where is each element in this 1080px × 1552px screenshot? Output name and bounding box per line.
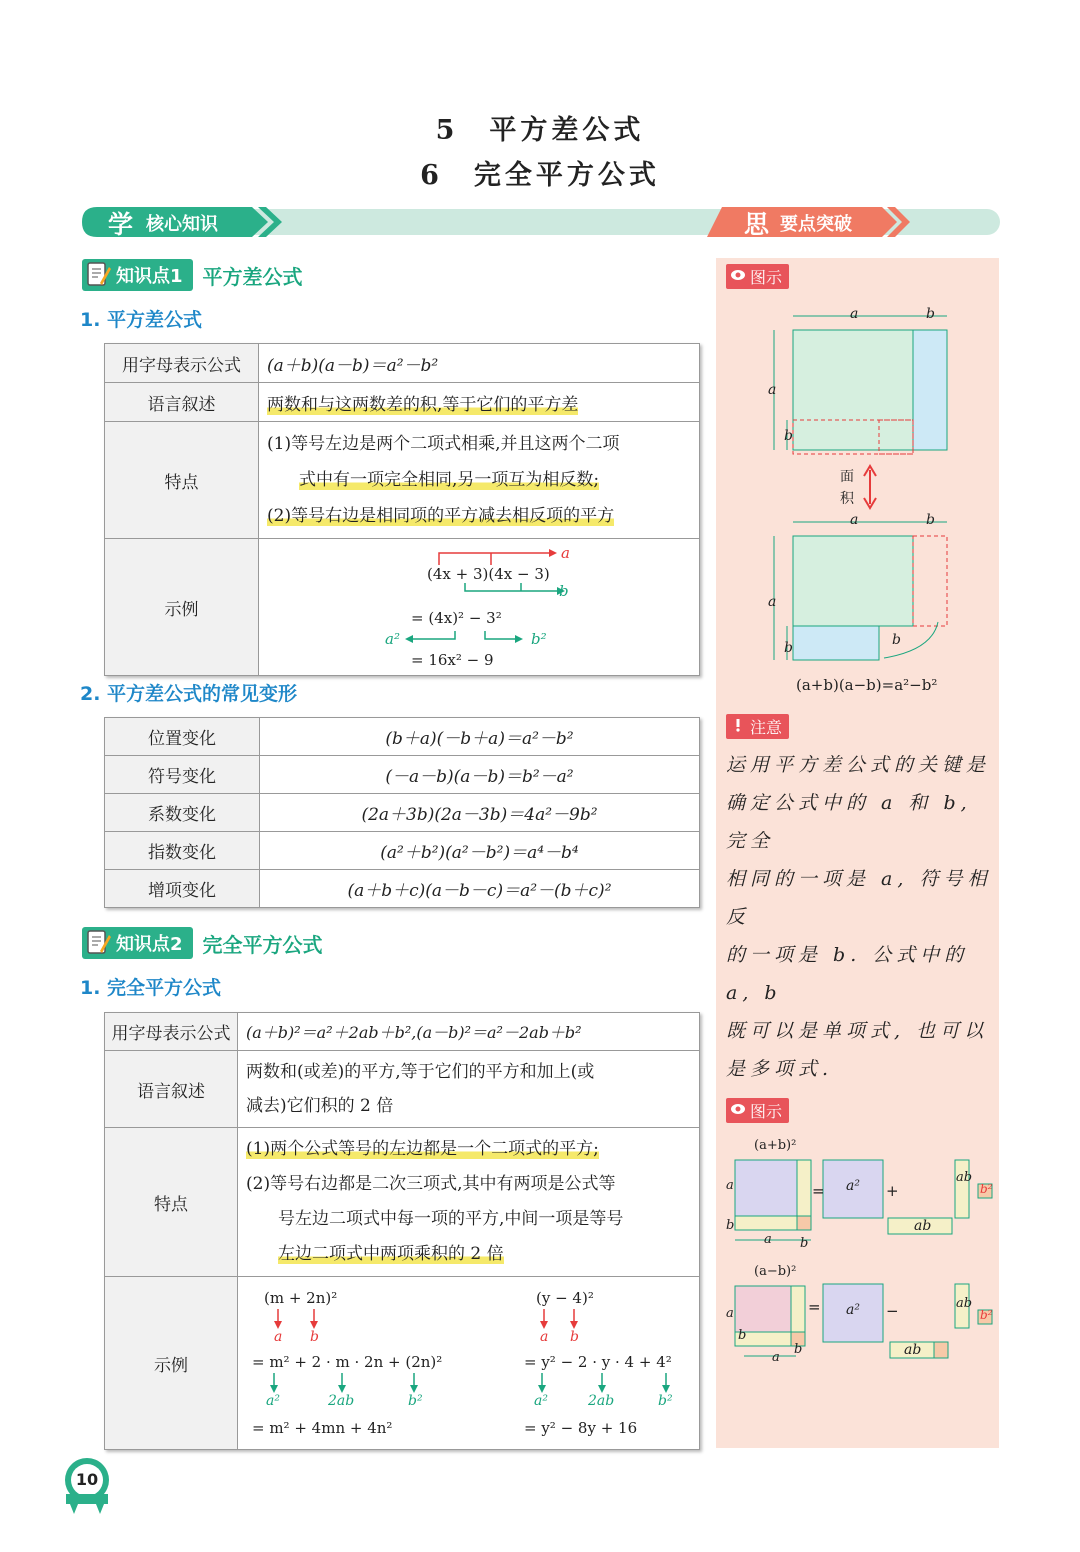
example1-b: b bbox=[310, 1329, 319, 1345]
variant-label: 系数变化 bbox=[105, 794, 260, 832]
fig1-b-top-2: b bbox=[926, 512, 935, 528]
variant-label: 指数变化 bbox=[105, 832, 260, 870]
example-step2: = 16x² − 9 bbox=[411, 651, 494, 669]
figure-tag-2: 图示 bbox=[726, 1098, 789, 1123]
example1-a2: a² bbox=[266, 1393, 280, 1409]
fig2-top-label: (a+b)² bbox=[754, 1138, 797, 1153]
fig2-a-bottom: a bbox=[764, 1232, 772, 1247]
variant-formula: (a²＋b²)(a²－b²)＝a⁴－b⁴ bbox=[260, 832, 700, 870]
eye-icon bbox=[730, 269, 746, 281]
example2-b: b bbox=[570, 1329, 579, 1345]
features-cell: (1)两个公式等号的左边都是一个二项式的平方; (2)等号右边都是二次三项式,其中有两项是公式等 号左边二项式中每一项的平方,中间一项是等号 左边二项式中两项乘积的 2 倍 bbox=[238, 1128, 700, 1277]
example2-step1: = y² − 2 · y · 4 + 4² bbox=[524, 1353, 672, 1371]
fig2-b-left: b bbox=[726, 1218, 735, 1233]
difference-of-squares-figure bbox=[716, 298, 999, 718]
kp1-sub2: 2. 平方差公式的常见变形 bbox=[80, 683, 298, 705]
row-label: 用字母表示公式 bbox=[105, 344, 259, 383]
fig2-eq-1: = bbox=[812, 1182, 825, 1200]
fig1-b-left-2: b bbox=[784, 640, 793, 656]
page-number-badge bbox=[60, 1452, 114, 1516]
example-b-label: b bbox=[559, 582, 569, 600]
example2-step2: = y² − 8y + 16 bbox=[524, 1419, 638, 1437]
formula-cell: (a＋b)²＝a²＋2ab＋b²,(a－b)²＝a²－2ab＋b² bbox=[238, 1013, 700, 1051]
example1-2ab: 2ab bbox=[328, 1393, 355, 1409]
fig1-b-left: b bbox=[784, 428, 793, 444]
chapter-title-6: 6 完全平方公式 bbox=[420, 160, 660, 191]
features-cell: (1)等号左边是两个二项式相乘,并且这两个二项 式中有一项完全相同,另一项互为相反数; (2)等号右边是相同项的平方减去相反项的平方 bbox=[259, 422, 700, 539]
fig2-b-bottom-2: b bbox=[794, 1342, 803, 1357]
fig1-a-top-2: a bbox=[850, 512, 859, 528]
fig1-area-bottom: 积 bbox=[840, 491, 854, 507]
exclamation-icon bbox=[731, 718, 745, 732]
side-panel bbox=[716, 258, 999, 1448]
row-label: 示例 bbox=[105, 1277, 238, 1450]
notebook-icon bbox=[86, 929, 112, 955]
fig2-minus: − bbox=[886, 1302, 899, 1320]
variant-label: 符号变化 bbox=[105, 756, 260, 794]
statement-cell: 两数和与这两数差的积,等于它们的平方差 bbox=[259, 383, 700, 422]
example-b2-label: b² bbox=[531, 630, 547, 648]
kp2-title: 完全平方公式 bbox=[202, 932, 323, 957]
fig2-b-left-2: b bbox=[738, 1328, 747, 1343]
banner-think-icon: 思 bbox=[744, 210, 770, 239]
example-a2-label: a² bbox=[385, 630, 400, 648]
page-number: 10 bbox=[75, 1470, 99, 1489]
example2-b2: b² bbox=[658, 1393, 673, 1409]
fig2-a-left-2: a bbox=[726, 1306, 734, 1321]
fig1-caption: (a+b)(a−b)=a²−b² bbox=[796, 676, 938, 694]
variant-formula: (－a－b)(a－b)＝b²－a² bbox=[260, 756, 700, 794]
row-label: 特点 bbox=[105, 1128, 238, 1277]
formula-cell: (a＋b)(a－b)＝a²－b² bbox=[259, 344, 700, 383]
fig2-b2-1: b² bbox=[980, 1182, 993, 1196]
example1-expr: (m + 2n)² bbox=[264, 1289, 338, 1307]
statement-cell: 两数和(或差)的平方,等于它们的平方和加上(或 减去)它们积的 2 倍 bbox=[238, 1051, 700, 1128]
example1-b2: b² bbox=[408, 1393, 423, 1409]
fig2-eq-2: = bbox=[808, 1298, 821, 1316]
fig1-b-top: b bbox=[926, 306, 935, 322]
fig1-b-curve: b bbox=[892, 632, 901, 648]
banner-left-label: 核心知识 bbox=[146, 214, 218, 235]
variant-formula: (a＋b＋c)(a－b－c)＝a²－(b＋c)² bbox=[260, 870, 700, 908]
fig1-a-left: a bbox=[768, 382, 777, 398]
kp2-sub1: 1. 完全平方公式 bbox=[80, 977, 222, 999]
fig1-a-left-2: a bbox=[768, 594, 777, 610]
example-expr: (4x + 3)(4x − 3) bbox=[427, 565, 550, 583]
fig2-ab-4: ab bbox=[956, 1296, 973, 1311]
row-label: 用字母表示公式 bbox=[105, 1013, 238, 1051]
fig1-a-top: a bbox=[850, 306, 859, 322]
note-tag: 注意 bbox=[726, 714, 789, 739]
fig2-bottom-label: (a−b)² bbox=[754, 1264, 797, 1279]
fig2-a-bottom-2: a bbox=[772, 1350, 780, 1365]
fig1-area-top: 面 bbox=[840, 469, 854, 485]
fig2-a2-2: a² bbox=[846, 1302, 860, 1318]
notebook-icon bbox=[86, 261, 112, 287]
kp2-badge: 知识点2 bbox=[82, 927, 193, 959]
example-step1: = (4x)² − 3² bbox=[411, 609, 502, 627]
row-label: 示例 bbox=[105, 539, 259, 676]
figure-tag-1: 图示 bbox=[726, 264, 789, 289]
kp1-badge: 知识点1 bbox=[82, 259, 193, 291]
banner-learn-icon: 学 bbox=[108, 210, 134, 239]
kp2-table bbox=[104, 1012, 700, 1450]
example1-step2: = m² + 4mn + 4n² bbox=[252, 1419, 393, 1437]
example-cell bbox=[238, 1277, 700, 1450]
row-label: 语言叙述 bbox=[105, 383, 259, 422]
variant-formula: (b＋a)(－b＋a)＝a²－b² bbox=[260, 718, 700, 756]
variants-table bbox=[104, 717, 700, 908]
kp1-table bbox=[104, 343, 700, 676]
example1-a: a bbox=[274, 1329, 283, 1345]
example2-expr: (y − 4)² bbox=[536, 1289, 594, 1307]
chapter-title-5: 5 平方差公式 bbox=[435, 115, 645, 146]
example-cell bbox=[259, 539, 700, 676]
fig2-b-bottom: b bbox=[800, 1236, 809, 1251]
fig2-b2-2: b² bbox=[980, 1308, 993, 1322]
example2-a2: a² bbox=[534, 1393, 548, 1409]
kp1-sub1: 1. 平方差公式 bbox=[80, 309, 203, 331]
fig2-ab-3: ab bbox=[904, 1342, 922, 1358]
example1-step1: = m² + 2 · m · 2n + (2n)² bbox=[252, 1353, 443, 1371]
example2-a: a bbox=[540, 1329, 549, 1345]
banner-right-label: 要点突破 bbox=[780, 214, 852, 235]
kp1-title: 平方差公式 bbox=[202, 264, 303, 289]
kp2-header bbox=[82, 927, 323, 959]
variant-formula: (2a＋3b)(2a－3b)＝4a²－9b² bbox=[260, 794, 700, 832]
fig2-ab-2: ab bbox=[956, 1170, 973, 1185]
row-label: 语言叙述 bbox=[105, 1051, 238, 1128]
example-a-label: a bbox=[561, 544, 570, 562]
row-label: 特点 bbox=[105, 422, 259, 539]
section-banner bbox=[82, 207, 1000, 237]
note-text: 运用平方差公式的关键是 确定公式中的 a 和 b, 完全 相同的一项是 a, 符号相反 的一项是 b. 公式中的 a, b 既可以是单项式, 也可以 是多项式. bbox=[726, 754, 992, 1080]
fig2-a-left: a bbox=[726, 1178, 734, 1193]
fig2-ab-1: ab bbox=[914, 1218, 932, 1234]
kp1-header bbox=[82, 259, 303, 291]
eye-icon bbox=[730, 1103, 746, 1115]
example2-2ab: 2ab bbox=[588, 1393, 615, 1409]
fig2-a2-1: a² bbox=[846, 1178, 860, 1194]
fig2-plus-1: + bbox=[886, 1182, 899, 1200]
variant-label: 位置变化 bbox=[105, 718, 260, 756]
variant-label: 增项变化 bbox=[105, 870, 260, 908]
